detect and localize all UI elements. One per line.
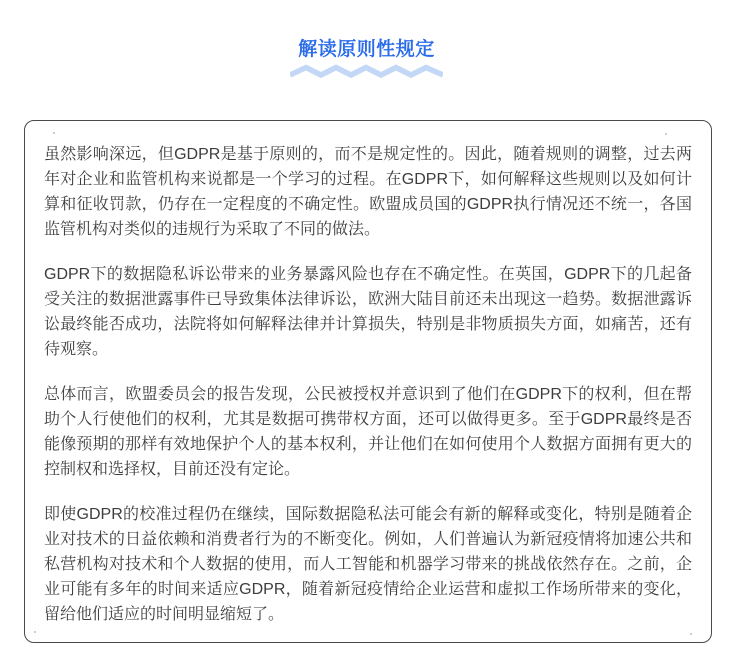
paragraph-4: 即使GDPR的校准过程仍在继续，国际数据隐私法可能会有新的解释或变化，特别是随着企业对技术的日益依赖和消费者行为的不断变化。例如，人们普遍认为新冠疫情将加速公共和私营机构对技术和个人数据的使用，而人工智能和机器学习带来的挑战依然存在。之前，企业可能有多年的时间来适应GDPR，随着新冠疫情给企业运营和虚拟工作场所带来的变化，留给他们适应的时间明显缩短了。 <box>44 506 692 623</box>
corner-mark <box>34 631 36 633</box>
corner-mark <box>53 132 55 134</box>
page-title: 解读原则性规定 <box>298 39 435 60</box>
wave-decoration <box>0 64 733 79</box>
paragraph-3: 总体而言，欧盟委员会的报告发现，公民被授权并意识到了他们在GDPR下的权利，但在帮助个人行使他们的权利，尤其是数据可携带权方面，还可以做得更多。至于GDPR最终是否能像预期的那样有效地保护个人的基本权利，并让他们在如何使用个人数据方面拥有更大的控制权和选择权，目前还没有定论。 <box>44 386 692 478</box>
paragraph-1: 虽然影响深远，但GDPR是基于原则的，而不是规定性的。因此，随着规则的调整，过去两年对企业和监管机构来说都是一个学习的过程。在GDPR下，如何解释这些规则以及如何计算和征收罚款，仍存在一定程度的不确定性。欧盟成员国的GDPR执行情况还不统一，各国监管机构对类似的违规行为采取了不同的做法。 <box>44 146 692 238</box>
corner-mark <box>690 633 692 635</box>
corner-mark <box>665 133 667 135</box>
page-header <box>0 0 733 79</box>
paragraph-2: GDPR下的数据隐私诉讼带来的业务暴露风险也存在不确定性。在英国，GDPR下的几起备受关注的数据泄露事件已导致集体法律诉讼，欧洲大陆目前还未出现这一趋势。数据泄露诉讼最终能否成功，法院将如何解释法律并计算损失，特别是非物质损失方面，如痛苦，还有待观察。 <box>44 266 692 358</box>
content-card <box>24 120 712 643</box>
